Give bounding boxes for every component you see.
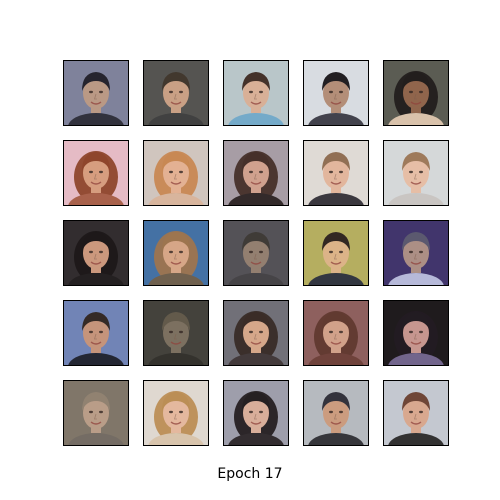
texture-overlay bbox=[144, 381, 208, 445]
texture-overlay bbox=[304, 381, 368, 445]
face-image bbox=[304, 381, 368, 445]
face-image bbox=[64, 381, 128, 445]
texture-overlay bbox=[224, 301, 288, 365]
texture-overlay bbox=[64, 141, 128, 205]
generated-face-sample bbox=[223, 380, 289, 446]
texture-overlay bbox=[144, 221, 208, 285]
texture-overlay bbox=[384, 381, 448, 445]
face-image bbox=[384, 381, 448, 445]
generated-face-sample bbox=[223, 220, 289, 286]
texture-overlay bbox=[384, 301, 448, 365]
generated-face-sample bbox=[143, 60, 209, 126]
face-image bbox=[64, 221, 128, 285]
generated-face-sample bbox=[143, 300, 209, 366]
texture-overlay bbox=[384, 221, 448, 285]
face-image bbox=[144, 381, 208, 445]
epoch-caption: Epoch 17 bbox=[217, 466, 283, 482]
texture-overlay bbox=[224, 61, 288, 125]
generated-face-sample bbox=[303, 380, 369, 446]
generated-face-sample bbox=[303, 140, 369, 206]
generated-face-sample bbox=[383, 380, 449, 446]
face-image bbox=[64, 301, 128, 365]
generated-faces-grid bbox=[63, 60, 451, 446]
face-image bbox=[384, 301, 448, 365]
face-image bbox=[304, 61, 368, 125]
face-image bbox=[144, 301, 208, 365]
generated-face-sample bbox=[143, 140, 209, 206]
generated-face-sample bbox=[63, 300, 129, 366]
generated-face-sample bbox=[223, 300, 289, 366]
face-image bbox=[224, 221, 288, 285]
generated-face-sample bbox=[383, 140, 449, 206]
face-image bbox=[144, 221, 208, 285]
face-image bbox=[384, 221, 448, 285]
texture-overlay bbox=[224, 221, 288, 285]
face-image bbox=[64, 141, 128, 205]
generated-face-sample bbox=[63, 380, 129, 446]
face-image bbox=[224, 61, 288, 125]
texture-overlay bbox=[224, 381, 288, 445]
generated-face-sample bbox=[303, 60, 369, 126]
generated-face-sample bbox=[303, 220, 369, 286]
generated-face-sample bbox=[143, 220, 209, 286]
generated-face-sample bbox=[383, 220, 449, 286]
texture-overlay bbox=[384, 61, 448, 125]
texture-overlay bbox=[64, 381, 128, 445]
face-image bbox=[384, 61, 448, 125]
face-image bbox=[384, 141, 448, 205]
face-image bbox=[64, 61, 128, 125]
face-image bbox=[304, 221, 368, 285]
face-image bbox=[224, 381, 288, 445]
texture-overlay bbox=[144, 301, 208, 365]
texture-overlay bbox=[64, 61, 128, 125]
face-image bbox=[144, 141, 208, 205]
face-image bbox=[224, 301, 288, 365]
generated-face-sample bbox=[63, 60, 129, 126]
generated-face-sample bbox=[63, 220, 129, 286]
generated-face-sample bbox=[383, 300, 449, 366]
generated-face-sample bbox=[143, 380, 209, 446]
texture-overlay bbox=[144, 141, 208, 205]
face-image bbox=[304, 301, 368, 365]
texture-overlay bbox=[384, 141, 448, 205]
generated-face-sample bbox=[223, 140, 289, 206]
generated-face-sample bbox=[223, 60, 289, 126]
generated-face-sample bbox=[303, 300, 369, 366]
face-image bbox=[304, 141, 368, 205]
texture-overlay bbox=[64, 301, 128, 365]
texture-overlay bbox=[224, 141, 288, 205]
generated-face-sample bbox=[63, 140, 129, 206]
texture-overlay bbox=[64, 221, 128, 285]
texture-overlay bbox=[144, 61, 208, 125]
texture-overlay bbox=[304, 221, 368, 285]
face-image bbox=[224, 141, 288, 205]
texture-overlay bbox=[304, 141, 368, 205]
texture-overlay bbox=[304, 301, 368, 365]
texture-overlay bbox=[304, 61, 368, 125]
face-image bbox=[144, 61, 208, 125]
generated-face-sample bbox=[383, 60, 449, 126]
